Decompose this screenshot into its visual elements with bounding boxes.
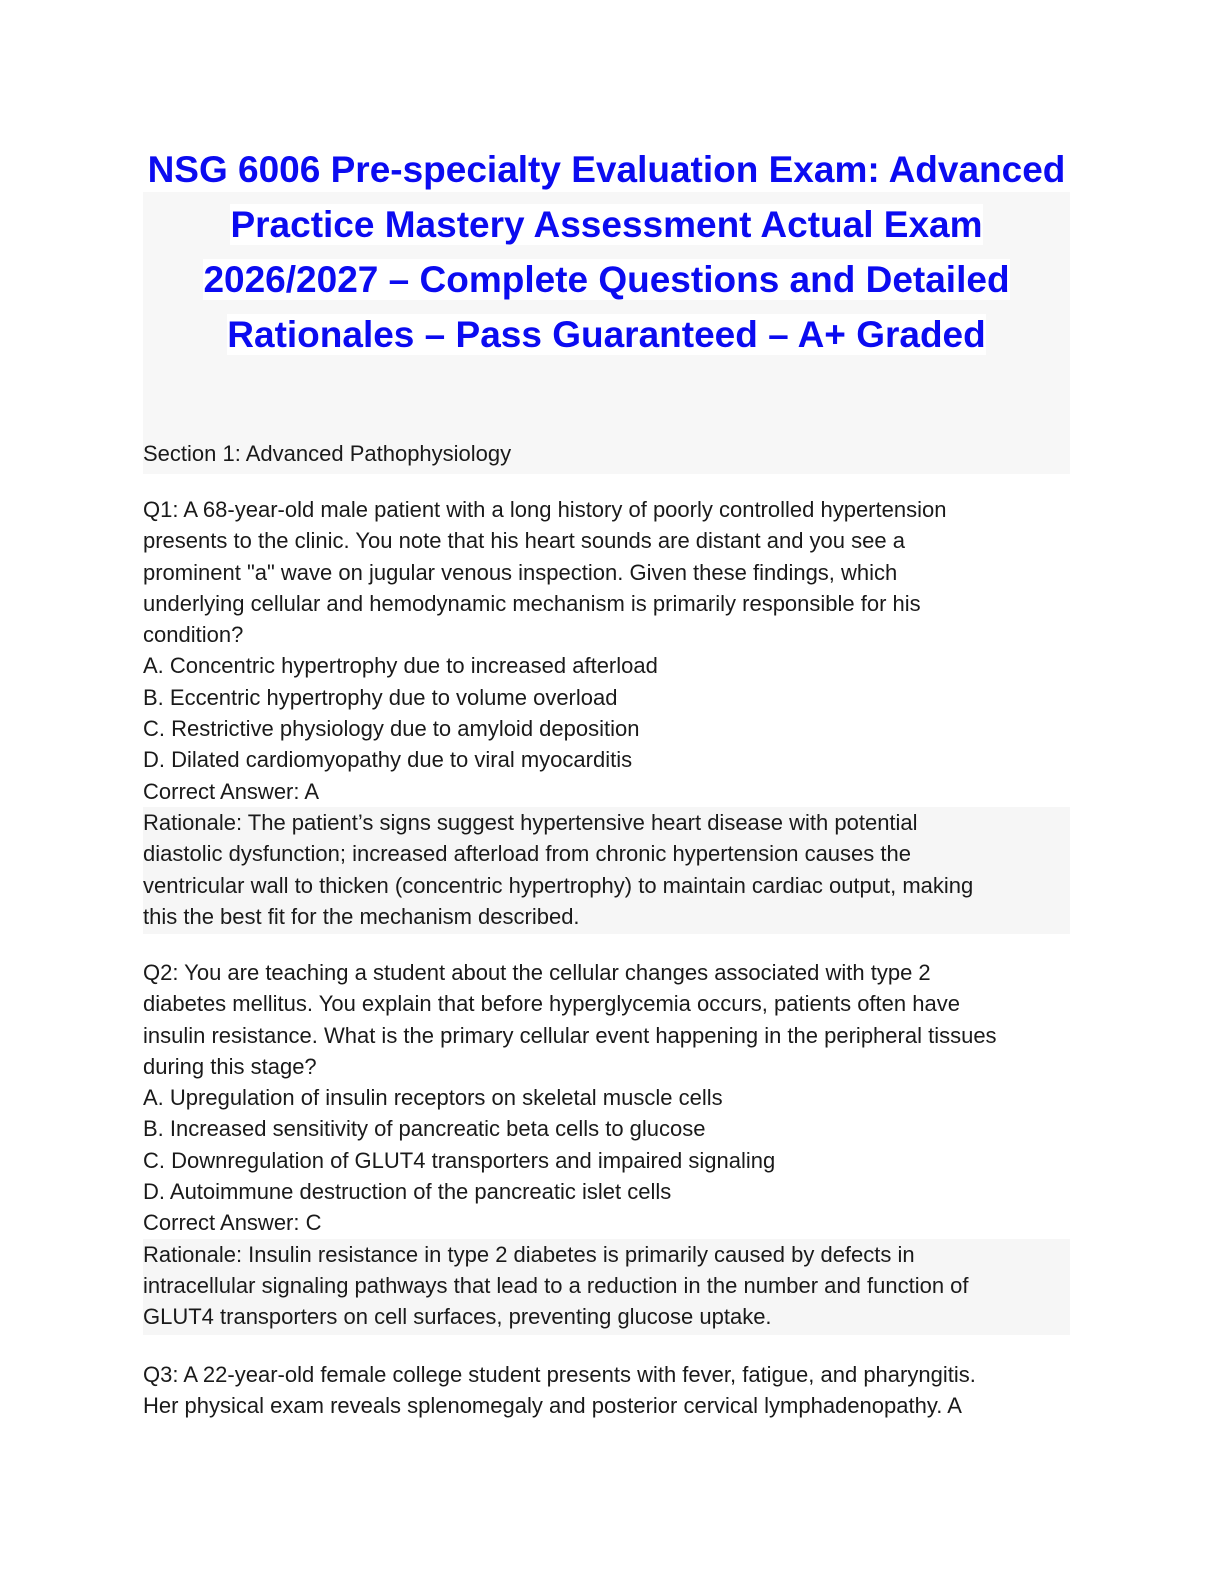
- question-block-q1: [143, 494, 1070, 934]
- answer-option: B. Increased sensitivity of pancreatic beta cells to glucose: [143, 1116, 706, 1142]
- title-line: [143, 197, 1070, 252]
- title-line: [143, 307, 1070, 362]
- answer-option: A. Upregulation of insulin receptors on skeletal muscle cells: [143, 1085, 723, 1111]
- answer-option: D. Dilated cardiomyopathy due to viral myocarditis: [143, 747, 633, 773]
- rationale-block: [143, 1239, 1070, 1335]
- rationale-line: intracellular signaling pathways that lead to a reduction in the number and function of: [143, 1272, 969, 1298]
- question-stem-line: underlying cellular and hemodynamic mechanism is primarily responsible for his: [143, 590, 921, 616]
- answer-option: A. Concentric hypertrophy due to increased afterload: [143, 653, 658, 679]
- rationale-line: GLUT4 transporters on cell surfaces, preventing glucose uptake.: [143, 1304, 772, 1330]
- answer-option: D. Autoimmune destruction of the pancreatic islet cells: [143, 1179, 672, 1205]
- title-line-text: 2026/2027 – Complete Questions and Detailed: [203, 259, 1010, 300]
- question-stem-line: Q1: A 68-year-old male patient with a long history of poorly controlled hypertension: [143, 497, 947, 522]
- title-line: [143, 142, 1070, 197]
- question-stem-line: diabetes mellitus. You explain that before hyperglycemia occurs, patients often have: [143, 991, 960, 1017]
- question-stem-line: presents to the clinic. You note that his heart sounds are distant and you see a: [143, 528, 905, 554]
- question-stem-line: condition?: [143, 622, 244, 648]
- question-stem-line: Q2: You are teaching a student about the cellular changes associated with type 2: [143, 960, 931, 985]
- rationale-line: ventricular wall to thicken (concentric hypertrophy) to maintain cardiac output, making: [143, 872, 974, 898]
- correct-answer: Correct Answer: A: [143, 778, 320, 804]
- correct-answer: Correct Answer: C: [143, 1210, 322, 1236]
- question-block-q3: [143, 1359, 1070, 1422]
- rationale-line: Rationale: The patient’s signs suggest hypertensive heart disease with potential: [143, 809, 918, 835]
- answer-option: C. Downregulation of GLUT4 transporters and impaired signaling: [143, 1147, 776, 1173]
- title-line-text: NSG 6006 Pre-specialty Evaluation Exam: Advanced: [147, 149, 1066, 190]
- title-line-text: Rationales – Pass Guaranteed – A+ Graded: [227, 314, 986, 355]
- question-stem-line: Her physical exam reveals splenomegaly and posterior cervical lymphadenopathy. A: [143, 1393, 962, 1419]
- question-stem-line: Q3: A 22-year-old female college student presents with fever, fatigue, and pharyngitis.: [143, 1362, 976, 1387]
- question-stem-line: during this stage?: [143, 1053, 317, 1079]
- rationale-line: Rationale: Insulin resistance in type 2 diabetes is primarily caused by defects in: [143, 1241, 915, 1267]
- question-stem-line: insulin resistance. What is the primary cellular event happening in the peripheral tissues: [143, 1022, 997, 1048]
- title-line-text: Practice Mastery Assessment Actual Exam: [230, 204, 983, 245]
- document-title: [143, 142, 1070, 362]
- question-block-q2: [143, 957, 1070, 1335]
- question-stem-line: prominent "a" wave on jugular venous inspection. Given these findings, which: [143, 559, 898, 585]
- rationale-line: diastolic dysfunction; increased afterload from chronic hypertension causes the: [143, 841, 911, 867]
- rationale-line: this the best fit for the mechanism described.: [143, 903, 580, 929]
- answer-option: B. Eccentric hypertrophy due to volume overload: [143, 684, 618, 710]
- answer-option: C. Restrictive physiology due to amyloid deposition: [143, 716, 640, 742]
- section-heading: Section 1: Advanced Pathophysiology: [143, 441, 512, 466]
- rationale-block: [143, 807, 1070, 934]
- title-line: [143, 252, 1070, 307]
